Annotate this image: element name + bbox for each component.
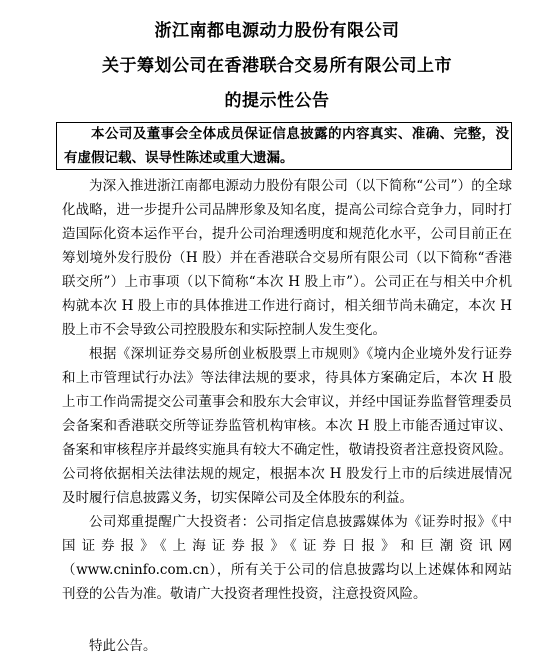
paragraph-3: 公司郑重提醒广大投资者：公司指定信息披露媒体为《证券时报》《中国证券报》《上海证券报》《证券日报》和巨潮资讯网（www.cninfo.com.cn），所有关于公司的信息披露均以上述媒体和网站刊登的公告为准。敬请广大投资者理性投资，注意投资风险。 [62,514,512,602]
paragraph-1: 为深入推进浙江南都电源动力股份有限公司（以下简称“公司”）的全球化战略，进一步提升公司品牌形象及知名度，提高公司综合竞争力，同时打造国际化资本运作平台，提升公司治理透明度和规范化水平，公司目前正在筹划境外发行股份（H 股）并在香港联合交易所有限公司（以下简称“香港联交所”）上市事项（以下简称“本次 H 股上市”）。公司正在与相关中介机构就本次 H 股上市的具体推进工作进行商讨，相关细节尚未确定，本次 H 股上市不会导致公司控股股东和实际控制人发生变化。 [62,178,512,338]
paragraph-2: 根据《深圳证券交易所创业板股票上市规则》《境内企业境外发行证券和上市管理试行办法》等法律法规的要求，待具体方案确定后，本次 H 股上市工作尚需提交公司董事会和股东大会审议，并经中国证券监督管理委员会备案和香港联交所等证券监管机构审核。本次 H 股上市能否通过审议、备案和审核程序并最终实施具有较大不确定性，敬请投资者注意投资风险。公司将依据相关法律法规的规定，根据本次 H 股发行上市的后续进展情况及时履行信息披露义务，切实保障公司及全体股东的利益。 [62,346,512,506]
title-line-1: 浙江南都电源动力股份有限公司 [154,21,400,41]
closing-line: 特此公告。 [89,638,157,654]
board-statement: 本公司及董事会全体成员保证信息披露的内容真实、准确、完整，没有虚假记载、误导性陈述或重大遗漏。 [64,126,509,166]
title-line-2: 关于筹划公司在香港联合交易所有限公司上市 [102,56,452,76]
title-line-3: 的提示性公告 [224,91,330,111]
